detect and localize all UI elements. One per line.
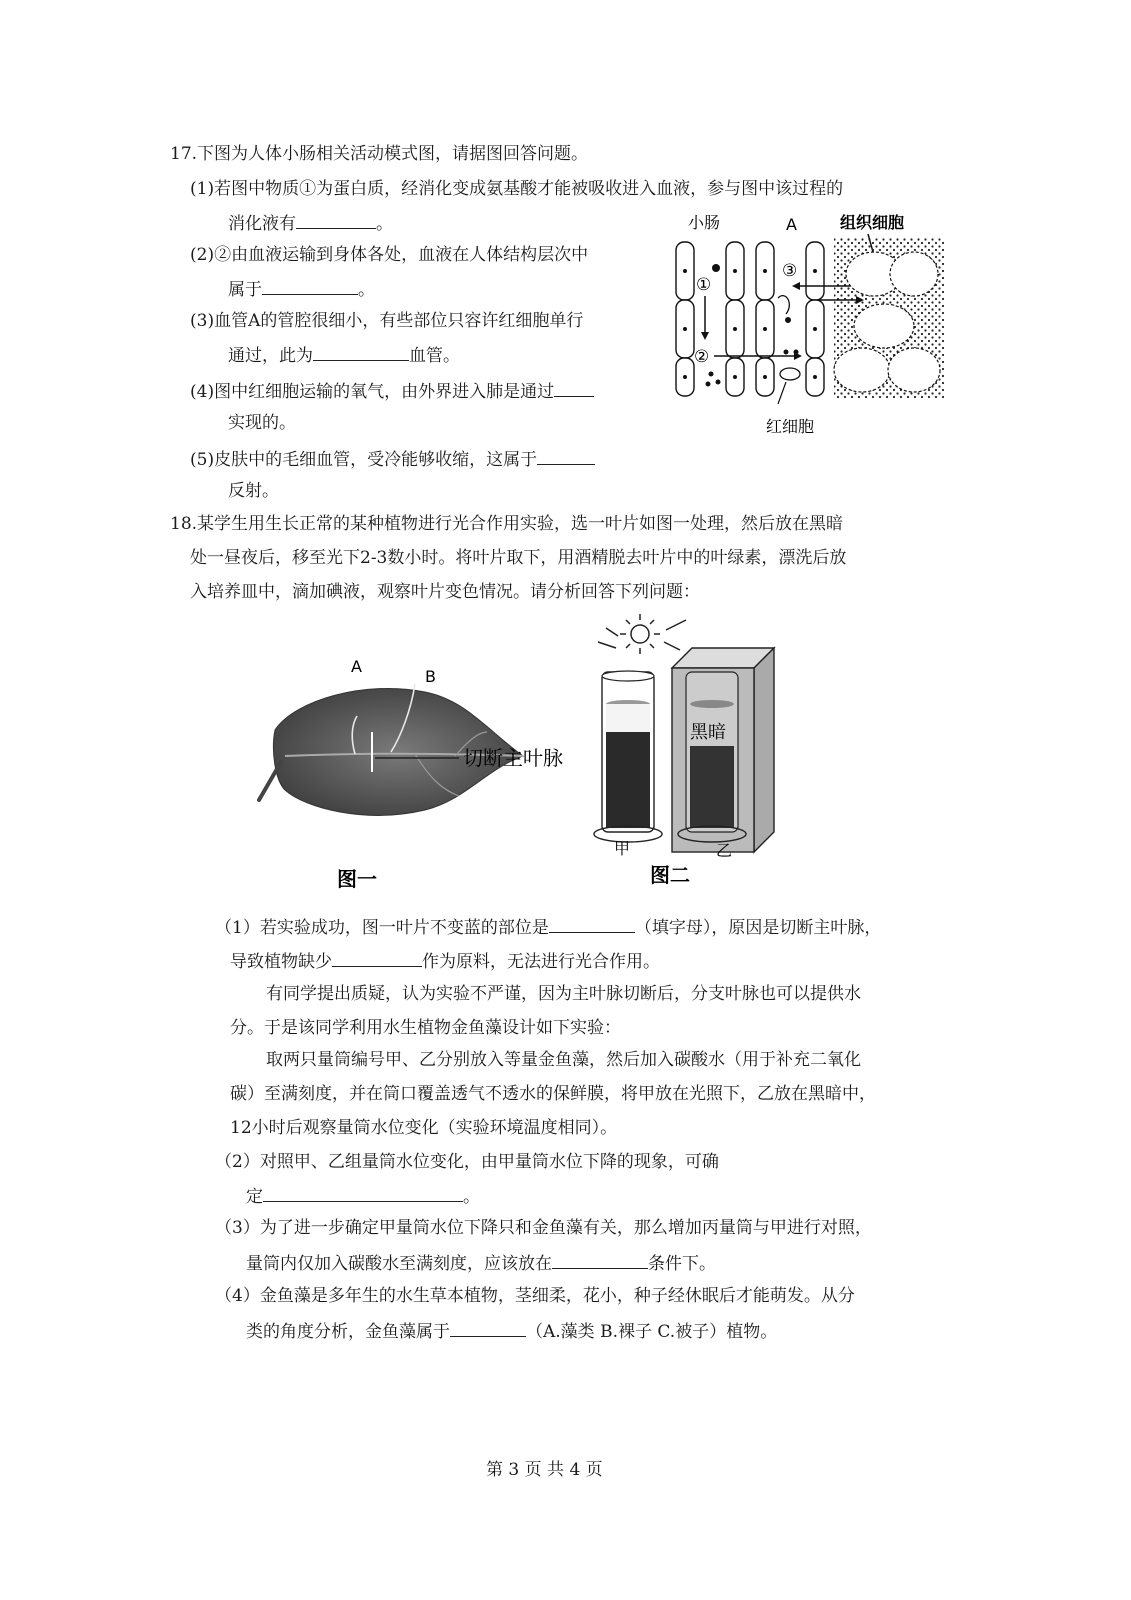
answer-blank[interactable] [554,378,594,397]
footer-suffix: 页 [580,1460,603,1480]
q17-part1-line1: (1)若图中物质①为蛋白质，经消化变成氨基酸才能被吸收进入血液，参与图中该过程的 [190,179,844,199]
q17-part3-prompt: 通过，此为 [228,346,313,366]
answer-blank[interactable] [296,210,376,229]
q18-part2-end: 。 [463,1187,480,1207]
q18-part1-prompt: （1）若实验成功，图一叶片不变蓝的部位是 [215,918,549,938]
q17-part3-line2 [228,342,460,368]
q18-part2-line2 [246,1183,480,1209]
q18-part1-hint: （填字母），原因是切断主叶脉， [634,918,882,938]
marker-2: ② [694,347,710,367]
q18-stem-line1: 18.某学生用生长正常的某种植物进行光合作用实验，选一叶片如图一处理，然后放在黑暗 [170,514,844,534]
q18-part4-line1: （4）金鱼藻是多年生的水生草本植物，茎细柔，花小，种子经休眠后才能萌发。从分 [215,1286,855,1306]
answer-blank[interactable] [552,1250,648,1269]
marker-3: ③ [782,261,798,281]
figure-one-caption: 图一 [337,867,377,891]
intestine-figure [668,206,948,442]
q18-part1b-end: 作为原料，无法进行光合作用。 [422,952,660,972]
q17-part2-line1: (2)②由血液运输到身体各处，血液在人体结构层次中 [190,245,589,265]
pondweed [690,746,734,828]
q18-part3-line2 [246,1250,716,1276]
page-number: 3 [508,1460,520,1480]
q17-part1-line2 [228,210,393,236]
answer-blank[interactable] [263,1183,463,1202]
figure-two-caption: 图二 [650,863,690,887]
q17-part3-end: 血管。 [409,346,460,366]
q18-part1b-prompt: 导致植物缺少 [230,952,332,972]
q18-para2-line3: 12小时后观察量筒水位变化（实验环境温度相同）。 [230,1118,618,1138]
label-intestine: 小肠 [688,213,721,232]
q18-part3-end: 条件下。 [648,1254,716,1274]
q18-para1-line1: 有同学提出质疑，认为实验不严谨，因为主叶脉切断后，分支叶脉也可以提供水 [266,984,861,1004]
footer-middle: 页 共 [519,1460,570,1480]
q17-part4-prompt: (4)图中红细胞运输的氧气，由外界进入肺是通过 [190,382,555,402]
q17-part5-line2: 反射。 [228,481,279,501]
q18-part4-line2 [246,1318,777,1344]
page-footer [486,1458,603,1482]
label-vessel-a: A [786,215,797,234]
q18-stem-line3: 入培养皿中，滴加碘液，观察叶片变色情况。请分析回答下列问题： [190,582,700,602]
q18-stem-line2: 处一昼夜后，移至光下2-3数小时。将叶片取下，用酒精脱去叶片中的叶绿素，漂洗后放 [190,548,847,568]
pondweed [606,732,650,828]
label-tissue-cells: 组织细胞 [840,213,905,232]
tissue-cell [834,348,890,392]
total-pages: 4 [569,1460,581,1480]
intestine-diagram [668,206,948,442]
cylinder-jia [594,671,662,842]
answer-blank[interactable] [450,1318,526,1337]
q18-part2-prompt: 定 [246,1187,263,1207]
q17-part5-line1 [190,446,595,472]
q17-part5-prompt: (5)皮肤中的毛细血管，受冷能够收缩，这属于 [190,450,538,470]
dark-label: 黑暗 [690,722,726,743]
leaf-label-a: A [351,657,362,676]
q18-part1-line1 [215,914,881,940]
sun-icon [598,614,686,654]
cut-main-vein-label: 切断主叶脉 [463,746,563,770]
q17-part3-line1: (3)血管A的管腔很细小，有些部位只容许红细胞单行 [190,311,584,331]
leaf-label-b: B [425,667,436,686]
q18-para2-line2: 碳）至满刻度，并在筒口覆盖透气不透水的保鲜膜，将甲放在光照下，乙放在黑暗中， [230,1084,876,1104]
q17-part2-line2 [228,276,375,302]
answer-blank[interactable] [313,342,409,361]
tissue-cell [890,252,938,296]
dark-box [672,648,774,852]
figure-one [255,640,595,900]
answer-blank[interactable] [537,446,595,465]
footer-prefix: 第 [486,1460,509,1480]
q17-part1-end: 。 [376,214,393,234]
q18-part3-prompt: 量筒内仅加入碳酸水至满刻度，应该放在 [246,1254,552,1274]
tissue-cell [854,304,914,348]
q18-part4-options: （A.藻类 B.裸子 C.被子）植物。 [526,1322,778,1342]
leaf-stalk [259,762,281,800]
figure-two [588,612,788,892]
answer-blank[interactable] [332,948,422,967]
q18-part3-line1: （3）为了进一步确定甲量筒水位下降只和金鱼藻有关，那么增加丙量筒与甲进行对照， [215,1218,872,1238]
q18-part1-line2 [230,948,660,974]
tissue-cell [888,348,940,392]
q17-part2-prompt: 属于 [228,280,262,300]
q17-part1-prompt: 消化液有 [228,214,296,234]
q18-para1-line2: 分。于是该同学利用水生植物金鱼藻设计如下实验： [230,1018,621,1038]
leaf-diagram [255,640,595,900]
q18-part2-line1: （2）对照甲、乙组量筒水位变化，由甲量筒水位下降的现象，可确 [215,1152,719,1172]
label-yi: 乙 [716,841,733,860]
q17-part2-end: 。 [358,280,375,300]
q17-part4-line2: 实现的。 [228,413,296,433]
red-blood-cell [780,368,800,380]
cylinder-diagram [588,612,788,892]
marker-1: ① [696,275,712,295]
answer-blank[interactable] [549,914,635,933]
q17-stem: 17.下图为人体小肠相关活动模式图，请据图回答问题。 [170,144,589,164]
q18-part4-prompt: 类的角度分析，金鱼藻属于 [246,1322,450,1342]
answer-blank[interactable] [262,276,358,295]
q17-part4-line1 [190,378,594,404]
q18-para2-line1: 取两只量筒编号甲、乙分别放入等量金鱼藻，然后加入碳酸水（用于补充二氧化 [266,1050,861,1070]
label-jia: 甲 [614,839,631,858]
label-red-blood-cell: 红细胞 [766,417,815,436]
